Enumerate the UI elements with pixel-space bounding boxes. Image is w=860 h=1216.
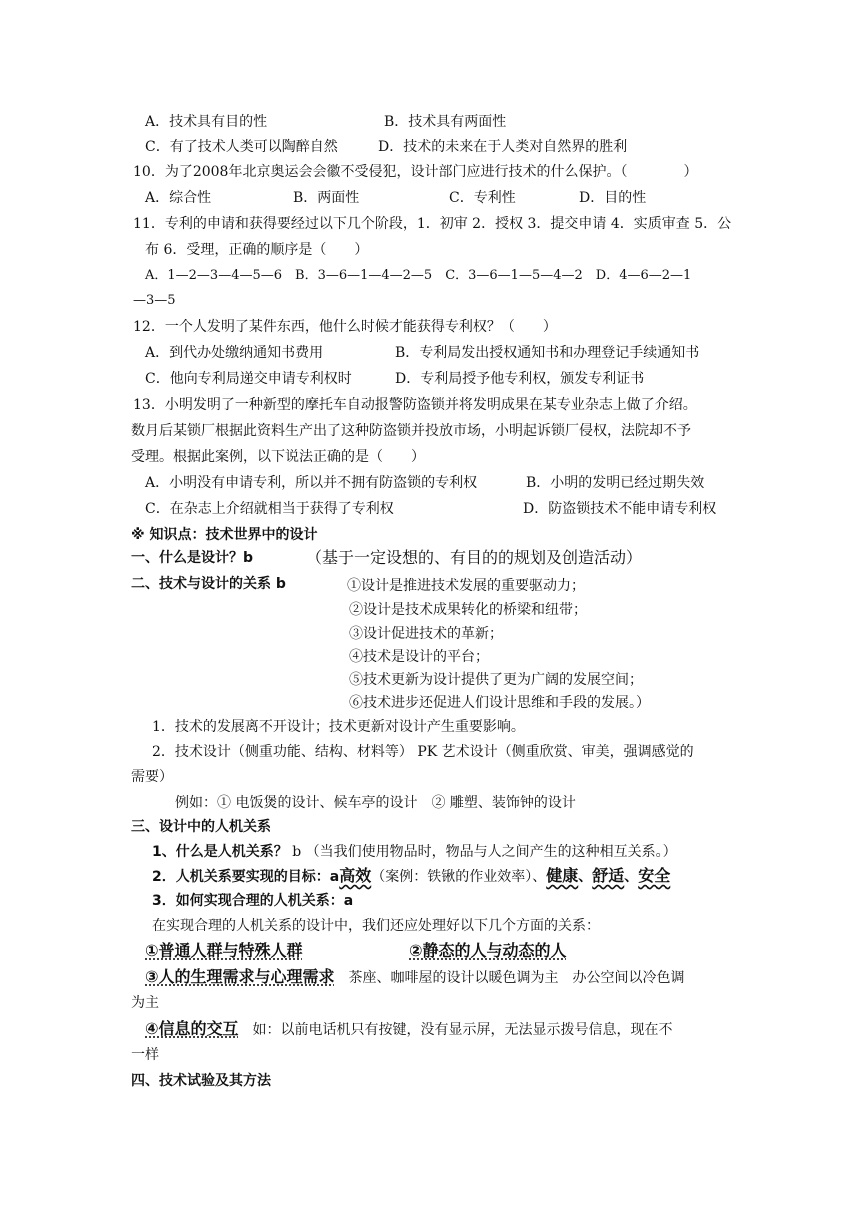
section-2-title: 二、技术与设计的关系 b — [131, 576, 286, 592]
goal-sep-2: 、 — [624, 869, 639, 885]
q10-stem: 10．为了2008年北京奥运会会徽不受侵犯，设计部门应进行技术的什么保护。（ ） — [133, 164, 698, 180]
relation-physio-psych-note-cont: 为主 — [131, 995, 159, 1011]
q12-option-c: C．他向专利局递交申请专利权时 — [145, 371, 352, 387]
q13-option-b: B．小明的发明已经过期失效 — [526, 475, 705, 491]
knowledge-heading: ※ 知识点：技术世界中的设计 — [131, 527, 318, 543]
section-2-example: 例如：① 电饭煲的设计、候车亭的设计 ② 雕塑、装饰钟的设计 — [175, 795, 576, 811]
relation-item-3: ③设计促进技术的革新； — [349, 626, 503, 642]
relation-info-note: 如：以前电话机只有按键，没有显示屏，无法显示拨号信息，现在不 — [238, 1022, 673, 1038]
relation-info-note-cont: 一样 — [131, 1047, 159, 1063]
q9-option-c: C．有了技术人类可以陶醉自然 — [145, 139, 338, 155]
relation-info-row — [145, 1019, 673, 1040]
goal-efficiency: 高效 — [339, 866, 372, 885]
goal-sep-1: 、 — [578, 869, 593, 885]
q13-stem-line2: 数月后某锁厂根据此资料生产出了这种防盗锁并投放市场，小明起诉锁厂侵权，法院却不予 — [131, 423, 691, 439]
human-machine-question-1 — [152, 842, 677, 862]
q12-option-b: B．专利局发出授权通知书和办理登记手续通知书 — [395, 345, 700, 361]
section-1-note: （基于一定设想的、有目的的规划及创造活动） — [306, 548, 643, 567]
goal-comfort: 舒适 — [592, 866, 625, 885]
hm-q2-label: 2．人机关系要实现的目标：a — [152, 869, 340, 885]
relation-physio-psych-row — [145, 967, 685, 988]
section-2-point-2: 2．技术设计（侧重功能、结构、材料等） PK 艺术设计（侧重欣赏、审美，强调感觉的 — [152, 744, 694, 760]
q10-option-b: B．两面性 — [293, 190, 360, 206]
q10-option-a: A．综合性 — [145, 190, 212, 206]
human-machine-question-3: 3．如何实现合理的人机关系：a — [152, 893, 354, 909]
relation-item-5: ⑤技术更新为设计提供了更为广阔的发展空间； — [349, 672, 643, 688]
q11-options-cont: —3—5 — [133, 293, 176, 308]
relation-item-6: ⑥技术进步还促进人们设计思维和手段的发展。） — [349, 695, 650, 711]
hm-q1-label: 1、什么是人机关系？ — [152, 844, 288, 860]
q12-option-a: A．到代办处缴纳通知书费用 — [145, 345, 324, 361]
q12-option-d: D．专利局授予他专利权，颁发专利证书 — [395, 371, 645, 387]
relation-item-1: ①设计是推进技术发展的重要驱动力； — [347, 578, 585, 594]
q11-options: A．1—2—3—4—5—6 B．3—6—1—4—2—5 C．3—6—1—5—4—2 D．4—6—2—1 — [145, 268, 692, 283]
section-3-intro: 在实现合理的人机关系的设计中，我们还应处理好以下几个方面的关系： — [152, 918, 600, 934]
goal-safety: 安全 — [638, 866, 671, 885]
relation-ordinary-special: ①普通人群与特殊人群 — [145, 941, 303, 960]
section-2-point-1: 1．技术的发展离不开设计；技术更新对设计产生重要影响。 — [152, 719, 525, 735]
q10-option-c: C．专利性 — [449, 190, 516, 206]
hm-q1-answer: b （当我们使用物品时，物品与人之间产生的这种相互关系。） — [287, 844, 677, 860]
relation-physio-psych: ③人的生理需求与心理需求 — [145, 967, 335, 986]
section-3-title: 三、设计中的人机关系 — [131, 819, 271, 835]
section-1-title: 一、什么是设计？b — [131, 550, 254, 566]
q11-stem-line2: 布 6．受理，正确的顺序是（ ） — [145, 242, 369, 258]
relation-static-dynamic: ②静态的人与动态的人 — [409, 941, 567, 960]
q11-stem-line1: 11．专利的申请和获得要经过以下几个阶段，1．初审 2．授权 3．提交申请 4．实质审查 5．公 — [133, 216, 732, 232]
q13-stem-line3: 受理。根据此案例，以下说法正确的是（ ） — [131, 449, 425, 465]
relation-information-interaction: ④信息的交互 — [145, 1019, 239, 1038]
q13-option-c: C．在杂志上介绍就相当于获得了专利权 — [145, 501, 394, 517]
q13-option-d: D．防盗锁技术不能申请专利权 — [523, 501, 717, 517]
q10-option-d: D．目的性 — [579, 190, 647, 206]
q12-stem: 12．一个人发明了某件东西，他什么时候才能获得专利权？（ ） — [133, 319, 557, 335]
q9-option-d: D．技术的未来在于人类对自然界的胜利 — [378, 139, 628, 155]
q13-stem-line1: 13．小明发明了一种新型的摩托车自动报警防盗锁并将发明成果在某专业杂志上做了介绍。 — [133, 397, 697, 413]
q9-option-b: B．技术具有两面性 — [384, 114, 507, 130]
relation-item-4: ④技术是设计的平台； — [349, 649, 489, 665]
goal-efficiency-note: （案例：铁锹的作业效率）、 — [371, 869, 547, 885]
relation-item-2: ②设计是技术成果转化的桥梁和纽带； — [349, 602, 587, 618]
human-machine-question-2 — [152, 866, 670, 887]
q9-option-a: A．技术具有目的性 — [145, 114, 268, 130]
q13-option-a: A．小明没有申请专利，所以并不拥有防盗锁的专利权 — [145, 475, 478, 491]
section-2-point-2-cont: 需要） — [131, 769, 173, 785]
goal-health: 健康 — [546, 866, 579, 885]
section-4-title: 四、技术试验及其方法 — [131, 1073, 271, 1089]
relation-physio-psych-note: 茶座、咖啡屋的设计以暖色调为主 办公空间以冷色调 — [334, 970, 685, 986]
